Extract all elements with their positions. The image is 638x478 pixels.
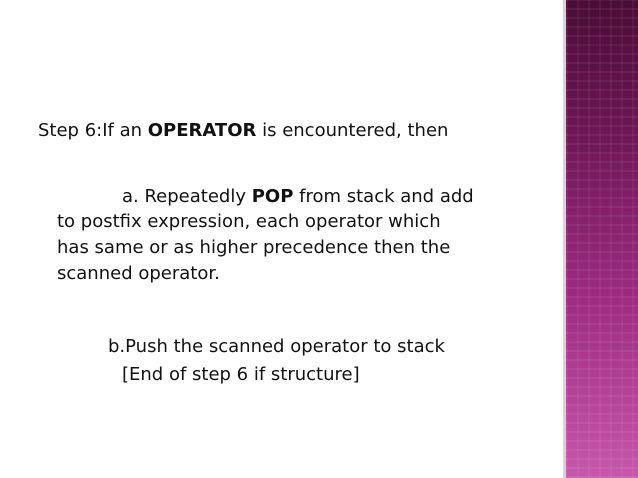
decorative-purple-band [566, 0, 638, 478]
step-6-heading-tail: is encountered, then [256, 120, 449, 141]
end-of-step-note: [End of step 6 if structure] [122, 364, 360, 385]
step-b-line: b.Push the scanned operator to stack [108, 336, 445, 357]
operator-keyword: OPERATOR [147, 120, 257, 141]
step-a-line-1 [122, 185, 474, 209]
step-a-line-4: scanned operator. [57, 263, 220, 284]
step-6-heading [38, 119, 448, 143]
step-a-prefix: a. Repeatedly [122, 186, 252, 207]
step-a-suffix: from stack and add [293, 186, 474, 207]
step-a-line-3: has same or as higher precedence then the [57, 237, 451, 258]
step-6-heading-text: Step 6:If an [38, 120, 148, 141]
step-a-line-2: to postfix expression, each operator which [57, 211, 441, 232]
pop-keyword: POP [251, 186, 294, 207]
